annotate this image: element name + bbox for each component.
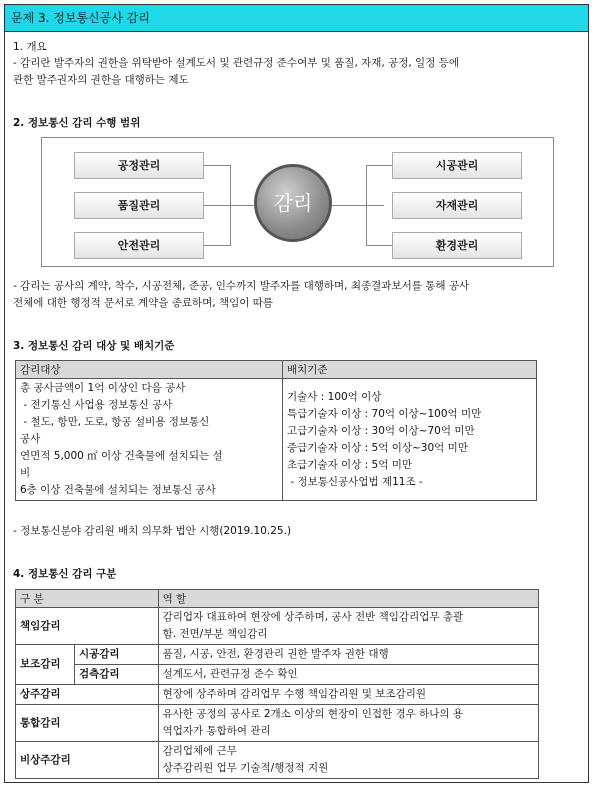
scope-diagram [41, 137, 554, 267]
criteria-line: - 정보통신공사업법 제11조 - [287, 475, 423, 488]
table-header-role: 역 할 [158, 590, 538, 608]
diagram-left-item: 공정관리 [74, 152, 204, 179]
row-subname: 시공감리 [75, 645, 159, 665]
section-4-heading: 4. 정보통신 감리 구분 [13, 568, 117, 580]
row-role [158, 742, 538, 779]
connector-line [230, 165, 231, 246]
role-line: 상주감리원 업무 기술적/행정적 지원 [162, 762, 329, 774]
table-header-target: 감리대상 [16, 361, 283, 379]
scope-note-line-2: 전체에 대한 행정적 문서로 계약을 종료하며, 책임이 따름 [13, 297, 273, 309]
connector-line [204, 165, 230, 166]
row-role: 품질, 시공, 안전, 환경관리 권한 발주자 권한 대행 [158, 645, 538, 665]
criteria-line: 중급기술자 이상 : 5억 이상~30억 미만 [287, 441, 468, 454]
role-line: 역업자가 통합하여 관리 [162, 725, 271, 737]
role-line: 감리업체에 근무 [162, 745, 237, 757]
criteria-cell [283, 379, 537, 501]
criteria-line: 초급기술자 이상 : 5억 미만 [287, 458, 412, 471]
diagram-right-item: 환경관리 [392, 232, 522, 259]
row-role: 현장에 상주하며 감리업무 수행 책임감리원 및 보조감리원 [158, 685, 538, 705]
diagram-right-item: 자재관리 [392, 192, 522, 219]
role-line: 함. 전면/부분 책임감리 [162, 628, 268, 640]
connector-line [204, 245, 230, 246]
row-name: 보조감리 [16, 645, 75, 685]
row-name: 책임감리 [16, 608, 159, 645]
connector-line [366, 165, 367, 246]
row-role [158, 608, 538, 645]
connector-line [204, 205, 254, 206]
diagram-left-item: 품질관리 [74, 192, 204, 219]
criteria-line: 고급기술자 이상 : 30억 이상~70억 미만 [287, 424, 475, 437]
criteria-line: 기술사 : 100억 이상 [287, 390, 382, 403]
criteria-line: 특급기술자 이상 : 70억 이상~100억 미만 [287, 407, 482, 420]
row-role [158, 705, 538, 742]
scope-note [13, 278, 583, 312]
target-line: - 전기통신 사업용 정보통신 공사 [20, 399, 173, 411]
row-name: 비상주감리 [16, 742, 159, 779]
target-line: - 철도, 항만, 도로, 항공 설비용 정보통신 [20, 416, 210, 428]
section-1-heading: 1. 개요 [13, 41, 47, 53]
section-3-heading: 3. 정보통신 감리 대상 및 배치기준 [13, 340, 175, 352]
center-circle: 감리 [254, 164, 332, 242]
scope-note-line-1: - 감리는 공사의 계약, 착수, 시공전체, 준공, 인수까지 발주자를 대행하며, 최종결과보서를 통해 공사 [13, 280, 470, 292]
row-role: 설계도서, 관련규정 준수 확인 [158, 665, 538, 685]
row-name: 통합감리 [16, 705, 159, 742]
target-line: 총 공사금액이 1억 이상인 다음 공사 [20, 382, 186, 394]
table-header-category: 구 분 [16, 590, 159, 608]
role-line: 유사한 공정의 공사로 2개소 이상의 현장이 인접한 경우 하나의 용 [162, 708, 463, 720]
overview-line-1: - 감리란 발주자의 권한을 위탁받아 설계도서 및 관련규정 준수여부 및 품질, 자재, 공정, 일정 등에 [13, 57, 459, 69]
target-line: 6층 이상 건축물에 설치되는 정보통신 공사 [20, 484, 216, 496]
supervision-table [15, 589, 539, 779]
connector-line [332, 205, 384, 206]
target-line: 공사 [20, 433, 41, 445]
connector-line [366, 245, 392, 246]
section-2-heading: 2. 정보통신 감리 수행 범위 [13, 117, 141, 129]
page-title: 문제 3. 정보통신공사 감리 [5, 5, 588, 32]
document-page [4, 4, 589, 783]
deployment-table [15, 360, 537, 501]
table-header-criteria: 배치기준 [283, 361, 537, 379]
target-line: 연면적 5,000 ㎡ 이상 건축물에 설치되는 설 [20, 450, 223, 462]
deployment-note: - 정보통신분야 감리원 배치 의무화 법안 시행(2019.10.25.) [13, 525, 292, 537]
diagram-left-item: 안전관리 [74, 232, 204, 259]
diagram-right-item: 시공관리 [392, 152, 522, 179]
overview-text [13, 55, 583, 89]
target-cell [16, 379, 283, 501]
row-name: 상주감리 [16, 685, 159, 705]
connector-line [366, 165, 392, 166]
target-line: 비 [20, 467, 31, 479]
overview-line-2: 관한 발주권자의 권한을 대행하는 제도 [13, 74, 189, 86]
role-line: 감리업자 대표하여 현장에 상주하며, 공사 전반 책임감리업무 총괄 [162, 611, 464, 623]
row-subname: 검측감리 [75, 665, 159, 685]
